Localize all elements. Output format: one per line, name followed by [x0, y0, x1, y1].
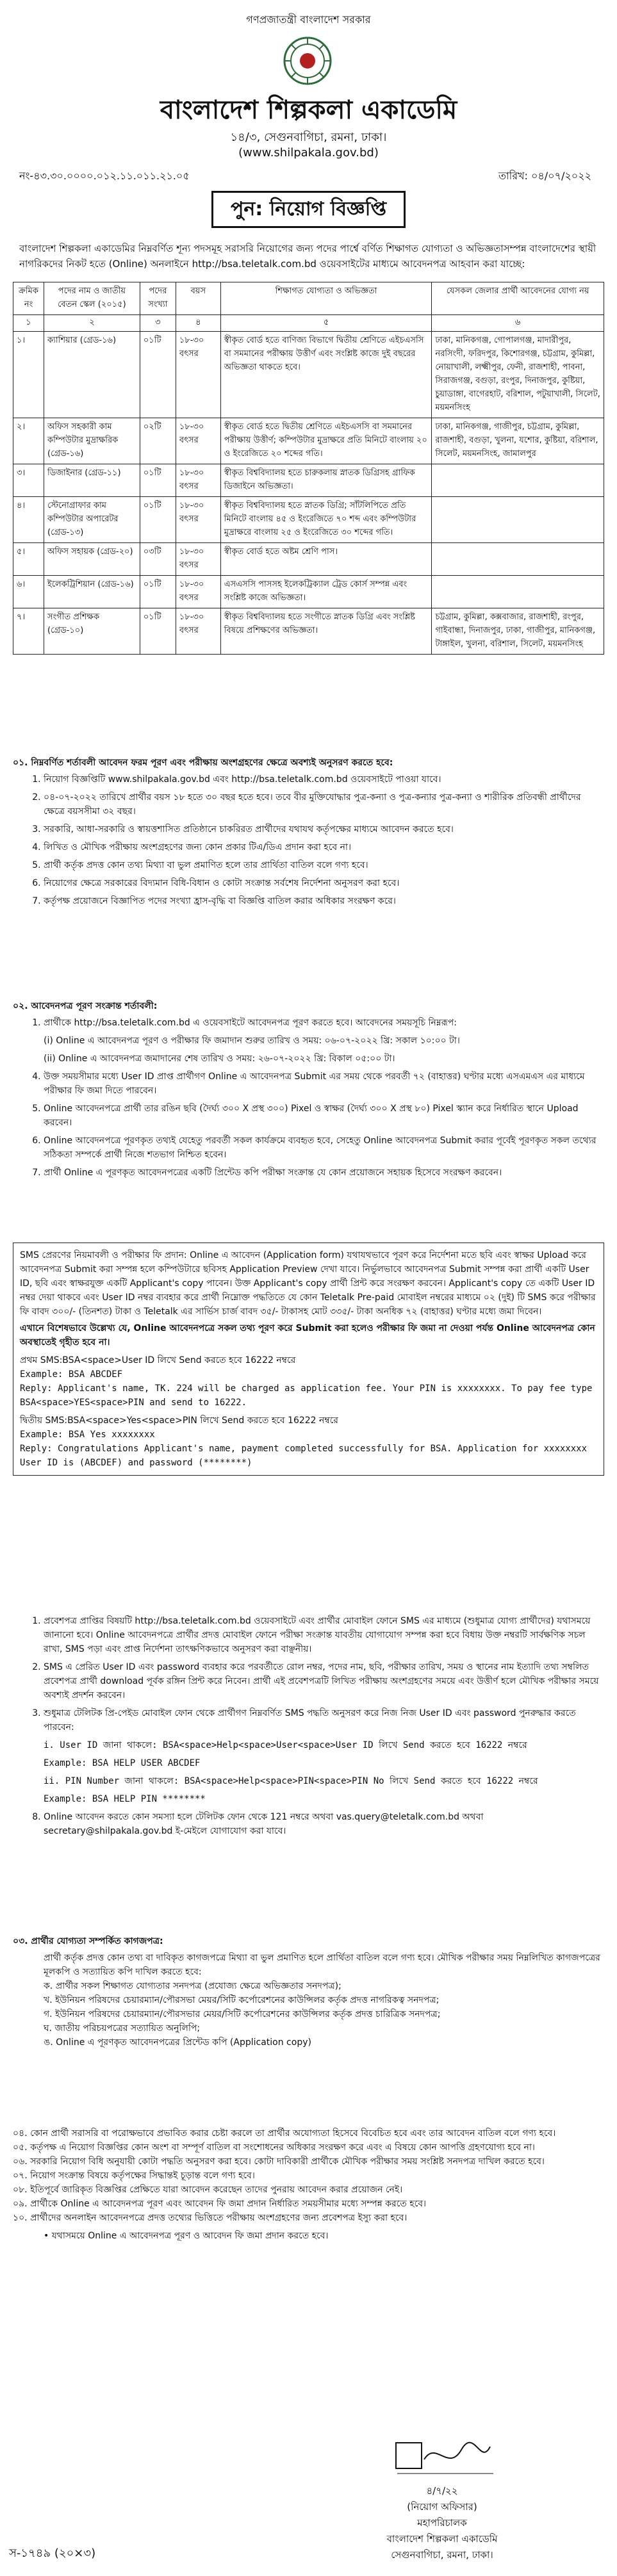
- second-sms-reply: Reply: Congratulations Applicant's name, payment completed successfully for BSA. Application for xxxxxxxx User ID is (ABCDEF) and password (********): [20, 1444, 588, 1468]
- list-item: ০৪. কোন প্রার্থী সরাসরি বা পরোক্ষভাবে প্রভাবিত করার চেষ্টা করলে তা প্রার্থীর অযোগ্যতা হিসেবে বিবেচিত হবে এবং তার আবেদন বাতিল বলে গণ্য হবে।: [13, 2128, 556, 2139]
- additional-conditions: [13, 2126, 604, 2243]
- list-item: 8. Online আবেদন করতে কোন সমস্যা হলে টেলিটক ফোন থেকে 121 নম্বরে অথবা vas.query@teletalk.com.bd অথবা secretary@shilpakala.gov.bd ই-মেইলে যোগাযোগ করা যাবে।: [44, 1810, 604, 1838]
- list-item: 3. শুধুমাত্র টেলিটক প্রি-পেইড মোবাইল ফোন থেকে প্রার্থীগণ নিম্নবর্ণিত SMS পদ্ধতি অনুসরণ করে নিজ নিজ User ID এবং password পুনরুদ্ধার করতে পারবেন:: [44, 1706, 604, 1734]
- row-post: ইলেকট্রিশিয়ান (গ্রেড-১৬): [44, 576, 140, 608]
- admit-card-section: [13, 1614, 604, 1842]
- signature-mark-icon: [384, 2434, 500, 2479]
- list-item: (i) Online এ আবেদনপত্র পূরণ ও পরীক্ষার ফি জমাদান শুরুর তারিখ ও সময়: ০৬-০৭-২০২২ খ্রি: সকাল ১০:০০ টা।: [44, 1036, 460, 1046]
- list-item: 3. সরকারি, আধা-সরকারি ও স্বায়ত্তশাসিত প্রতিষ্ঠানে চাকরিরত প্রার্থীদের যথাযথ কর্তৃপক্ষের মাধ্যমে আবেদন করতে হবে।: [44, 822, 604, 836]
- section-heading: ০৩. প্রার্থীর যোগ্যতা সম্পর্কিত কাগজপত্র:: [13, 1936, 163, 1946]
- row-age: ১৮-৩০ বৎসর: [176, 464, 220, 497]
- row-serial: ২।: [13, 418, 44, 464]
- row-count: ০১টি: [140, 497, 176, 543]
- list-item: ১০. প্রার্থীদের অনলাইন আবেদনপত্রে প্রদত্ত তথ্যের ভিত্তিতে পরীক্ষায় অংশগ্রহণের জন্য প্রবেশপত্র ইস্যু করা হবে।: [13, 2213, 407, 2223]
- final-note: • যথাসময়ে Online এ আবেদনপত্র পূরণ ও আবেদন ফি জমা প্রদান করতে হবে।: [44, 2231, 329, 2241]
- row-districts: [432, 543, 604, 576]
- list-item: 2. SMS এ প্রেরিত User ID এবং password ব্যবহার করে পরবর্তীতে রোল নম্বর, পদের নাম, ছবি, পরীক্ষার তারিখ, সময় ও স্থানের নাম ইত্যাদি তথ্য সম্বলিত প্রবেশপত্র প্রার্থী download পূর্বক রঙ্গিন প্রিন্ট করে নিবেন। প্রার্থী এই প্রবেশপত্রটি লিখিত পরীক্ষায় অংশগ্রহণের সময়ে এবং উত্তীর্ণ হলে মৌখিক পরীক্ষার সময়ে অবশ্যই প্রদর্শন করবেন।: [44, 1660, 604, 1702]
- list-item: (ii) Online এ আবেদনপত্র জমাদানের শেষ তারিখ ও সময়: ২৬-০৭-২০২২ খ্রি: বিকাল ০৫:০০ টা।: [44, 1054, 395, 1064]
- column-number: ৬: [432, 315, 604, 332]
- row-districts: [432, 576, 604, 608]
- row-qualification: স্বীকৃত বিশ্ববিদ্যালয় হতে স্নাতক ডিগ্রি; সাঁটলিপিতে প্রতি মিনিটে বাংলায় ৪৫ ও ইংরেজিতে ৭০ শব্দ এবং কম্পিউটার মুদ্রাক্ষরে বাংলায় ২৫ ও ইংরেজিতে ৩০ শব্দের গতি।: [220, 497, 432, 543]
- list-item: Example: BSA HELP USER ABCDEF: [44, 1758, 201, 1768]
- row-serial: ৬।: [13, 576, 44, 608]
- vacancy-table: [13, 282, 604, 655]
- list-item: ০৭. নিয়োগ সংক্রান্ত বিষয়ে কর্তৃপক্ষের সিদ্ধান্তই চূড়ান্ত বলে গণ্য হবে।: [13, 2171, 255, 2181]
- row-post: স্টেনোগ্রাফার কাম কম্পিউটার অপারেটর (গ্রেড-১৩): [44, 497, 140, 543]
- row-post: অফিস সহায়ক (গ্রেড-২০): [44, 543, 140, 576]
- sms-intro: SMS প্রেরণের নিয়মাবলী ও পরীক্ষার ফি প্রদান: Online এ আবেদন (Application form) যথাযথভাবে পূরণ করে নির্দেশনা মতে ছবি এবং স্বাক্ষর Upload করে আবেদনপত্র Submit করা সম্পন্ন হলে কম্পিউটারে ছবিসহ Application Preview দেখা যাবে। নির্ভুলভাবে আবেদনপত্র Submit সম্পন্ন করা প্রার্থী একটি User ID, ছবি এবং স্বাক্ষরযুক্ত একটি Applicant's copy পাবেন। উক্ত Applicant's copy প্রার্থী প্রিন্ট করে সংরক্ষণ করবেন। Applicant's copy তে একটি User ID নম্বর দেয়া থাকবে এবং User ID নম্বর ব্যবহার করে প্রার্থী নিম্নোক্ত পদ্ধতিতে যে কোন Teletalk Pre-paid মোবাইল নম্বরের মাধ্যমে ০২ (দুই) টি SMS করে পরীক্ষার ফি বাবদ ৩০০/- (তিনশত) টাকা ও Teletalk এর সার্ভিস চার্জ বাবদ ৩৫/- টাকাসহ মোট ৩৩৫/- টাকা অনধিক ৭২ (বাহাত্তর) ঘণ্টার মধ্যে জমা দিবেন।: [20, 1250, 596, 1317]
- list-item: ক. প্রার্থীর সকল শিক্ষাগত যোগ্যতার সনদপত্র (প্রযোজ্য ক্ষেত্রে অভিজ্ঞতার সনদপত্র);: [44, 1981, 341, 1991]
- list-item: 6. নিয়োগের ক্ষেত্রে সরকারের বিদ্যমান বিধি-বিধান ও কোটা সংক্রান্ত সর্বশেষ নির্দেশনা অনুসরণ করা হবে।: [44, 876, 604, 890]
- column-header: পদের সংখ্যা: [140, 282, 176, 315]
- row-count: ০১টি: [140, 576, 176, 608]
- notice-date: তারিখ: ০৪/০৭/২০২২: [498, 170, 591, 182]
- section-heading: ০২. আবেদনপত্র পূরণ সংক্রান্ত শর্তাবলী:: [13, 1001, 158, 1011]
- second-sms: দ্বিতীয় SMS:BSA<space>Yes<space>PIN লিখে Send করতে হবে 16222 নম্বরে: [20, 1415, 338, 1426]
- sms-box: [13, 1243, 604, 1476]
- first-sms-reply: Reply: Applicant's name, TK. 224 will be charged as application fee. Your PIN is xxxxxxxx. To pay fee type BSA<space>YES<space>PIN and send to 16222.: [20, 1383, 593, 1408]
- column-header: যেসকল জেলার প্রার্থী আবেদনের যোগ্য নয়: [432, 282, 604, 315]
- row-serial: ৭।: [13, 608, 44, 655]
- organization-address: ১৪/৩, সেগুনবাগিচা, রমনা, ঢাকা।: [230, 131, 387, 144]
- row-count: ০২টি: [140, 418, 176, 464]
- signatory-place: সেগুনবাগিচা, রমনা, ঢাকা।: [391, 2549, 493, 2561]
- row-districts: ঢাকা, মানিকগঞ্জ, গোপালগঞ্জ, মাদারীপুর, নরসিংদী, ফরিদপুর, কিশোরগঞ্জ, চট্টগ্রাম, কুমিল্লা, নোয়াখালী, লক্ষ্মীপুর, ফেনী, রাজশাহী, পাবনা, সিরাজগঞ্জ, বগুড়া, রংপুর, দিনাজপুর, কুষ্টিয়া, চুয়াডাঙ্গা, বাগেরহাট, বরিশাল, পটুয়াখালী, সিলেট, ময়মনসিংহ: [432, 332, 604, 418]
- row-districts: [432, 464, 604, 497]
- row-serial: ৩।: [13, 464, 44, 497]
- sms-instructions: [13, 1243, 604, 1476]
- list-item: গ. ইউনিয়ন পরিষদের চেয়ারম্যান/পৌরসভার মেয়র/সিটি কর্পোরেশনের কাউন্সিলর কর্তৃক প্রদত্ত চারিত্রিক সনদপত্র;: [44, 2009, 441, 2019]
- list-item: ০৫. কর্তৃপক্ষ এ নিয়োগ বিজ্ঞপ্তির কোন অংশ বা সম্পূর্ণ বাতিল বা সংশোধনের অধিকার সংরক্ষণ করে এবং এ বিষয়ে কোন আপত্তি গ্রহণযোগ্য হবে না।: [13, 2142, 535, 2153]
- column-number: ৩: [140, 315, 176, 332]
- list-item: ঘ. জাতীয় পরিচয়পত্রের সত্যায়িত অনুলিপি;: [44, 2023, 201, 2034]
- column-number-row: [13, 315, 604, 332]
- notice-title: পুন: নিয়োগ বিজ্ঞপ্তি: [211, 191, 406, 228]
- conditions-section: [13, 756, 604, 912]
- organization-name: বাংলাদেশ শিল্পকলা একাডেমি: [160, 95, 457, 125]
- table-header-row: [13, 282, 604, 315]
- column-number: ৫: [220, 315, 432, 332]
- list-item: 5. প্রার্থী কর্তৃক প্রদত্ত কোন তথ্য মিথ্যা বা ভুল প্রমাণিত হলে তার প্রার্থিতা বাতিল বলে গণ্য হবে।: [44, 858, 604, 872]
- application-section: [13, 999, 604, 1184]
- list-item: 1. নিয়োগ বিজ্ঞপ্তিটি www.shilpakala.gov.bd এবং http://bsa.teletalk.com.bd ওয়েবসাইটে পাওয়া যাবে।: [44, 772, 604, 787]
- sms-warning: এখানে বিশেষভাবে উল্লেখ্য যে, Online আবেদনপত্রে সকল তথ্য পূরণ করে Submit করা হলেও পরীক্ষার ফি জমা না দেওয়া পর্যন্ত Online আবেদনপত্র কোন অবস্থাতেই গৃহীত হবে না।: [20, 1323, 595, 1348]
- row-age: ১৮-৩০ বৎসর: [176, 543, 220, 576]
- academy-emblem-icon: [282, 35, 333, 86]
- row-age: ১৮-৩০ বৎসর: [176, 418, 220, 464]
- signature-block: [359, 2434, 525, 2564]
- second-sms-example: Example: BSA Yes xxxxxxxx: [20, 1430, 155, 1440]
- row-serial: ১।: [13, 332, 44, 418]
- row-post: ডিজাইনার (গ্রেড-১১): [44, 464, 140, 497]
- row-qualification: স্বীকৃত বিশ্ববিদ্যালয় হতে চারুকলায় স্নাতক ডিগ্রিসহ গ্রাফিক ডিজাইনে অভিজ্ঞতা।: [220, 464, 432, 497]
- table-row: [13, 418, 604, 464]
- row-age: ১৮-৩০ বৎসর: [176, 576, 220, 608]
- list-item: 2. ০৪-০৭-২০২২ তারিখে প্রার্থীর বয়স ১৮ হতে ৩০ বছর হতে হবে। তবে বীর মুক্তিযোদ্ধার পুত্র-কন্যা ও পুত্র-কন্যার পুত্র-কন্যা ও শারীরিক প্রতিবন্ধী প্রার্থীদের ক্ষেত্রে বয়সসীমা ৩২ বছর।: [44, 790, 604, 819]
- section-heading: ০১. নিম্নবর্ণিত শর্তাবলী আবেদন ফরম পূরণ এবং পরীক্ষায় অংশগ্রহণের ক্ষেত্রে অবশ্যই অনুসরণ করতে হবে:: [13, 758, 393, 768]
- table-row: [13, 464, 604, 497]
- list-item: ০৯. প্রার্থীকে Online এ আবেদনপত্র পূরণ এবং আবেদন ফি জমা প্রদান নির্ধারিত সময়সীমার মধ্যে সম্পন্ন করতে হবে।: [13, 2199, 427, 2209]
- list-item: 7. প্রার্থী Online এ পূরণকৃত আবেদনপত্রের একটি প্রিন্টেড কপি পরীক্ষা সংক্রান্ত যে কোন প্রয়োজনে সহায়ক হিসেবে সংরক্ষণ করবেন।: [44, 1166, 604, 1180]
- row-age: ১৮-৩০ বৎসর: [176, 332, 220, 418]
- list-item: 5. Online আবেদনপত্রে প্রার্থী তার রঙিন ছবি (দৈর্ঘ্য ৩০০ X প্রস্থ ৩০০) Pixel ও স্বাক্ষর (দৈর্ঘ্য ৩০০ X প্রস্থ ৮০) Pixel স্ক্যান করে নির্ধারিত স্থানে Upload করবেন।: [44, 1102, 604, 1130]
- row-post: ক্যাশিয়ার (গ্রেড-১৬): [44, 332, 140, 418]
- row-age: ১৮-৩০ বৎসর: [176, 497, 220, 543]
- list-item: 7. কর্তৃপক্ষ প্রয়োজনে বিজ্ঞাপিত পদের সংখ্যা হ্রাস-বৃদ্ধি বা বিজ্ঞপ্তি বাতিল করার অধিকার সংরক্ষণ করে।: [44, 894, 604, 908]
- row-count: ০৩টি: [140, 543, 176, 576]
- row-count: ০১টি: [140, 332, 176, 418]
- table-row: [13, 576, 604, 608]
- row-qualification: স্বীকৃত বোর্ড হতে বাণিজ্য বিভাগে দ্বিতীয় শ্রেণিতে এইচএসসি বা সমমানের পরীক্ষায় উত্তীর্ণ এবং সংশ্লিষ্ট কাজে দুই বছরের অভিজ্ঞতা থাকতে হবে।: [220, 332, 432, 418]
- row-districts: ঢাকা, মানিকগঞ্জ, গাজীপুর, চট্টগ্রাম, কুমিল্লা, রাজশাহী, বগুড়া, খুলনা, যশোর, কুষ্টিয়া, বরিশাল, সিলেট, ময়মনসিংহ, জামালপুর: [432, 418, 604, 464]
- row-serial: ৪।: [13, 497, 44, 543]
- row-qualification: এসএসসি পাসসহ ইলেকট্রিক্যাল ট্রেড কোর্স সম্পন্ন এবং সংশ্লিষ্ট কাজে অভিজ্ঞতা।: [220, 576, 432, 608]
- table-row: [13, 608, 604, 655]
- column-number: ৪: [176, 315, 220, 332]
- column-header: শিক্ষাগত যোগ্যতা ও অভিজ্ঞতা: [220, 282, 432, 315]
- table-row: [13, 497, 604, 543]
- government-line: গণপ্রজাতন্ত্রী বাংলাদেশ সরকার: [246, 13, 371, 26]
- row-qualification: স্বীকৃত বিশ্ববিদ্যালয় হতে সংগীতে স্নাতক ডিগ্রি এবং সংশ্লিষ্ট বিষয়ে প্রশিক্ষণের অভিজ্ঞতা।: [220, 608, 432, 655]
- list-item: i. User ID জানা থাকলে: BSA<space>Help<space>User<space>User ID লিখে Send করতে হবে 16222 নম্বরে: [44, 1740, 527, 1750]
- list-item: 1. প্রার্থীকে http://bsa.teletalk.com.bd এ ওয়েবসাইটে আবেদনপত্র পূরণ করতে হবে। আবেদনের সময়সূচি নিম্নরূপ:: [44, 1016, 604, 1030]
- list-item: 4. লিখিত ও মৌখিক পরীক্ষায় অংশগ্রহণের জন্য কোন প্রকার টিএ/ডিএ প্রদান করা হবে না।: [44, 840, 604, 854]
- row-post: অফিস সহকারী কাম কম্পিউটার মুদ্রাক্ষরিক (গ্রেড-১৬): [44, 418, 140, 464]
- table-row: [13, 543, 604, 576]
- list-item: 6. Online আবেদনপত্রে পূরণকৃত তথ্যই যেহেতু পরবর্তী সকল কার্যক্রমে ব্যবহৃত হবে, সেহেতু Online আবেদনপত্র Submit করার পূর্বেই পূরণকৃত সকল তথ্যের সঠিকতা সম্পর্কে প্রার্থী নিজে শতভাগ নিশ্চিত হবেন।: [44, 1134, 604, 1162]
- list-item: 1. প্রবেশপত্র প্রাপ্তির বিষয়টি http://bsa.teletalk.com.bd ওয়েবসাইটে এবং প্রার্থীর মোবাইল ফোনে SMS এর মাধ্যমে (শুধুমাত্র যোগ্য প্রার্থীদের) যথাসময়ে জানানো হবে। Online আবেদনপত্রে প্রার্থীর প্রদত্ত মোবাইল ফোনে পরীক্ষা সংক্রান্ত যাবতীয় যোগাযোগ সম্পন্ন করা হবে বিধায় উক্ত নম্বরটি সার্বক্ষণিক সচল রাখা, SMS পড়া এবং প্রাপ্ত নির্দেশনা তাৎক্ষণিকভাবে অনুসরণ করা বাঞ্ছনীয়।: [44, 1614, 604, 1656]
- list-item: 4. উক্ত সময়সীমার মধ্যে User ID প্রাপ্ত প্রার্থীগণ Online এ আবেদনপত্র Submit এর সময় থেকে পরবর্তী ৭২ (বাহাত্তর) ঘণ্টার মধ্যে এসএমএস এর মাধ্যমে পরীক্ষার ফি জমা দিতে পারবেন।: [44, 1070, 604, 1098]
- row-post: সংগীত প্রশিক্ষক (গ্রেড-১০): [44, 608, 140, 655]
- footer-code: স-১৭৪৯ (২০×৩): [9, 2547, 96, 2560]
- list-item: ০৬. সরকারি নিয়োগ বিধি অনুযায়ী কোটা পদ্ধতি অনুসরণ করা হবে। কোটা দাবিকারী প্রার্থীকে মৌখিক পরীক্ষার সময় সংশ্লিষ্ট সনদপত্র দাখিল করতে হবে।: [13, 2156, 545, 2167]
- list-item: ০৮. ইতিপূর্বে জারিকৃত বিজ্ঞপ্তির প্রেক্ষিতে যারা আবেদন করেছেন তাদের পুনরায় আবেদন করার প্রয়োজন নেই।: [13, 2185, 403, 2195]
- intro-paragraph: বাংলাদেশ শিল্পকলা একাডেমির নিম্নবর্ণিত শূন্য পদসমূহ সরাসরি নিয়োগের জন্য পদের পার্শ্বে বর্ণিত শিক্ষাগত যোগ্যতা ও অভিজ্ঞতাসম্পন্ন বাংলাদেশের স্থায়ী নাগরিকদের নিকট হতে (Online) অনলাইনে http://bsa.teletalk.com.bd ওয়েবসাইটের মাধ্যমে আবেদনপত্র আহবান করা যাচ্ছে:: [19, 243, 596, 270]
- signatory-name: (নিয়োগ অফিসার): [407, 2501, 477, 2513]
- documents-intro: প্রার্থী কর্তৃক প্রদত্ত কোন তথ্য বা দাবিকৃত কাগজপত্রে মিথ্যা বা ভুল প্রমাণিত হলে প্রার্থিতা বাতিল বলে গণ্য হবে। মৌখিক পরীক্ষার সময় নিম্নলিখিত কাগজপত্রের মূলকপি ও সত্যায়িত কপি দাখিল করতে হবে:: [44, 1953, 600, 1977]
- memo-number: নং-৪৩.৩০.০০০০.০১২.১১.০১১.২১.০৫: [19, 170, 190, 182]
- column-header: ক্রমিক নং: [13, 282, 44, 315]
- column-number: ১: [13, 315, 44, 332]
- row-districts: [432, 497, 604, 543]
- organization-website: (www.shilpakala.gov.bd): [238, 146, 379, 159]
- row-qualification: স্বীকৃত বোর্ড হতে অষ্টম শ্রেণি পাস।: [220, 543, 432, 576]
- signatory-title: মহাপরিচালক: [417, 2517, 467, 2529]
- first-sms: প্রথম SMS:BSA<space>User ID লিখে Send করতে হবে 16222 নম্বরে: [20, 1355, 296, 1365]
- column-header: পদের নাম ও জাতীয় বেতন স্কেল (২০১৫): [44, 282, 140, 315]
- column-header: বয়স: [176, 282, 220, 315]
- list-item: Example: BSA HELP PIN ********: [44, 1794, 206, 1804]
- row-qualification: স্বীকৃত বোর্ড হতে দ্বিতীয় শ্রেণিতে এইচএসসি বা সমমানের পরীক্ষায় উত্তীর্ণ; কম্পিউটার মুদ্রাক্ষরে প্রতি মিনিটে বাংলায় ২০ ও ইংরেজিতে ২০ শব্দের গতি।: [220, 418, 432, 464]
- row-count: ০১টি: [140, 464, 176, 497]
- first-sms-example: Example: BSA ABCDEF: [20, 1369, 123, 1380]
- list-item: ঙ. Online এ পূরণকৃত আবেদনপত্রের প্রিন্টেড কপি (Application copy): [44, 2037, 311, 2048]
- signatory-org: বাংলাদেশ শিল্পকলা একাডেমি: [386, 2533, 498, 2545]
- row-age: ১৮-৩০ বৎসর: [176, 608, 220, 655]
- list-item: ii. PIN Number জানা থাকলে: BSA<space>Help<space>PIN<space>PIN No লিখে Send করতে হবে 16222 নম্বরে: [44, 1776, 538, 1786]
- row-count: ০১টি: [140, 608, 176, 655]
- documents-section: [13, 1934, 604, 2050]
- column-number: ২: [44, 315, 140, 332]
- row-districts: চট্টগ্রাম, কুমিল্লা, কক্সবাজার, রাজশাহী, রংপুর, গাইবান্ধা, দিনাজপুর, ঢাকা, গাজীপুর, মানিকগঞ্জ, টাঙ্গাইল, খুলনা, বরিশাল, সিলেট, ময়মনসিংহ: [432, 608, 604, 655]
- signature-date: ৪/৭/২২: [426, 2485, 458, 2497]
- row-serial: ৫।: [13, 543, 44, 576]
- list-item: খ. ইউনিয়ন পরিষদের চেয়ারম্যান/পৌরসভা মেয়র/সিটি কর্পোরেশনের কাউন্সিলর কর্তৃক প্রদত্ত নাগরিকত্ব সনদপত্র;: [44, 1995, 440, 2005]
- table-row: [13, 332, 604, 418]
